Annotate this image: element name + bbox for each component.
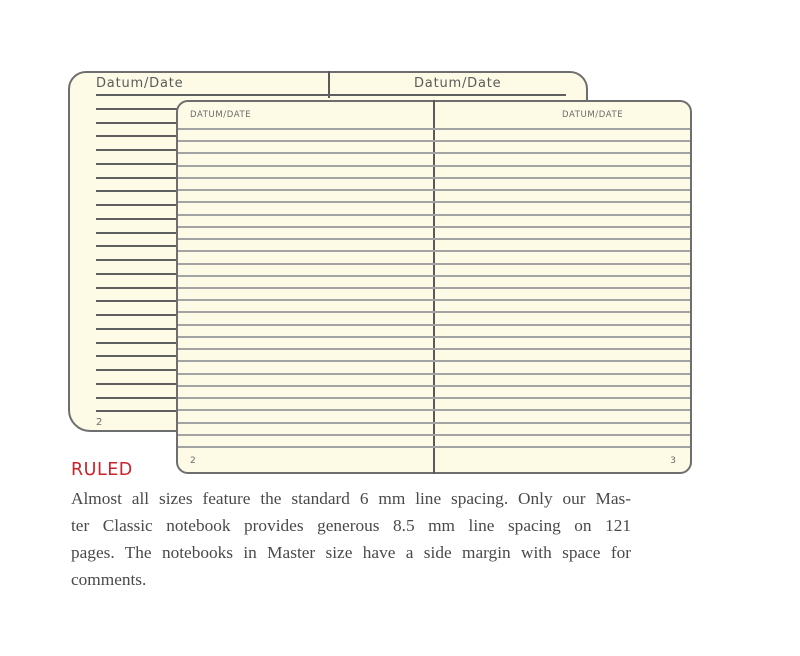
ruled-line (178, 397, 690, 399)
ruled-line (96, 149, 178, 151)
ruled-line (96, 190, 178, 192)
ruled-line (96, 232, 178, 234)
ruled-line (178, 238, 690, 240)
ruled-line (178, 446, 690, 448)
ruled-line (178, 409, 690, 411)
back-header-rule (96, 94, 566, 96)
front-left-date-header: DATUM/DATE (190, 110, 252, 120)
ruled-line (178, 152, 690, 154)
ruled-line (96, 397, 178, 399)
ruled-line (178, 360, 690, 362)
description-line: Almost all sizes feature the standard 6 mm line spacing. Only our Mas- (71, 489, 631, 508)
ruled-line (178, 336, 690, 338)
ruled-line (96, 273, 178, 275)
ruled-line (178, 422, 690, 424)
ruled-line (178, 177, 690, 179)
ruled-line (178, 385, 690, 387)
back-right-date-header: Datum/Date (414, 76, 502, 91)
front-right-page-number: 3 (670, 456, 676, 466)
section-title: RULED (71, 460, 133, 480)
ruled-line (96, 204, 178, 206)
front-left-page-number: 2 (190, 456, 196, 466)
ruled-line (178, 214, 690, 216)
ruled-line (178, 263, 690, 265)
ruled-line (178, 275, 690, 277)
section-description (71, 485, 631, 593)
ruled-line (178, 226, 690, 228)
ruled-line (96, 245, 178, 247)
front-notebook-spread (176, 100, 692, 474)
ruled-line (96, 314, 178, 316)
ruled-line (178, 373, 690, 375)
ruled-line (96, 135, 178, 137)
ruled-line (178, 348, 690, 350)
ruled-line (178, 311, 690, 313)
ruled-line (96, 355, 178, 357)
ruled-line (96, 108, 178, 110)
ruled-line (178, 165, 690, 167)
ruled-line (96, 383, 178, 385)
ruled-line (96, 259, 178, 261)
ruled-line (96, 287, 178, 289)
ruled-line (178, 287, 690, 289)
ruled-line (178, 189, 690, 191)
description-line: pages. The notebooks in Master size have a side margin with space for (71, 543, 631, 562)
ruled-line (96, 410, 178, 412)
ruled-line (178, 128, 690, 130)
back-page-number: 2 (96, 417, 103, 428)
ruled-line (96, 342, 178, 344)
front-right-date-header: DATUM/DATE (562, 110, 624, 120)
ruled-line (178, 140, 690, 142)
ruled-line (178, 250, 690, 252)
ruled-line (178, 434, 690, 436)
ruled-line (96, 328, 178, 330)
ruled-line (96, 163, 178, 165)
back-left-date-header: Datum/Date (96, 76, 184, 91)
ruled-line (96, 177, 178, 179)
description-line: comments. (71, 570, 147, 589)
ruled-line (96, 218, 178, 220)
ruled-line (178, 324, 690, 326)
ruled-line (178, 201, 690, 203)
ruled-line (96, 369, 178, 371)
description-line: ter Classic notebook provides generous 8.5 mm line spacing on 121 (71, 516, 631, 535)
ruled-line (178, 299, 690, 301)
ruled-line (96, 122, 178, 124)
ruled-line (96, 300, 178, 302)
